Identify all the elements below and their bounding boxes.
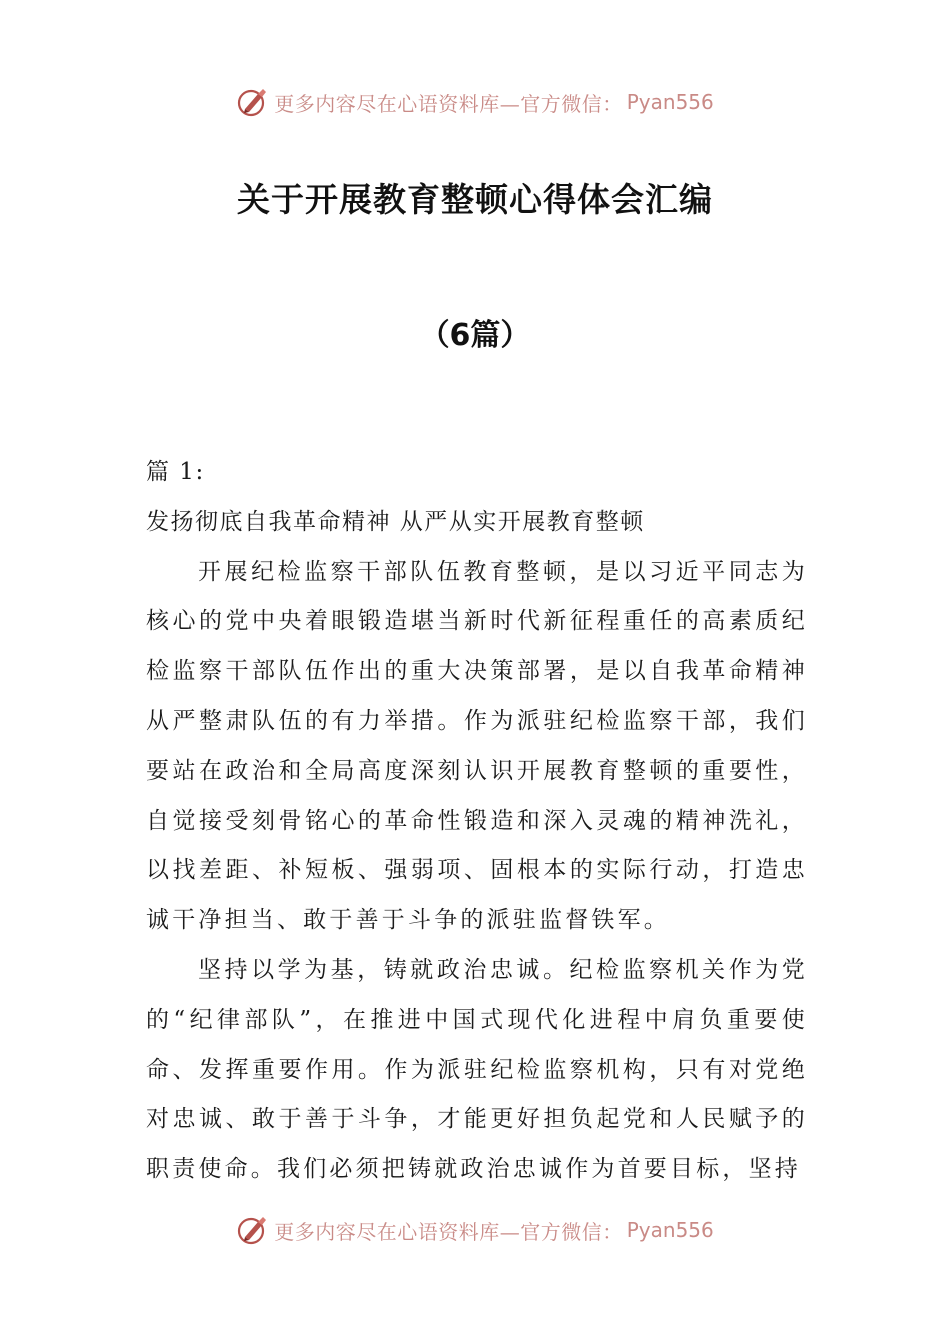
watermark-text: 更多内容尽在心语资料库—官方微信： [274, 91, 623, 116]
footer-watermark-banner [0, 1212, 950, 1248]
paragraph: 开展纪检监察干部队伍教育整顿，是以习近平同志为核心的党中央着眼锻造堪当新时代新征程重任的高素质纪检监察干部队伍作出的重大决策部署，是以自我革命精神从严整肃队伍的有力举措。作为派驻纪检监察干部，我们要站在政治和全局高度深刻认识开展教育整顿的重要性，自觉接受刻骨铭心的革命性锻造和深入灵魂的精神洗礼，以找差距、补短板、强弱项、固根本的实际行动，打造忠诚干净担当、敢于善于斗争的派驻监督铁军。 [146, 558, 808, 934]
section-label: 篇 1: [146, 459, 205, 485]
pen-circle-icon [236, 1213, 270, 1247]
document-subtitle: （6篇） [419, 318, 531, 353]
article-body [146, 448, 808, 1195]
watermark-text: 更多内容尽在心语资料库—官方微信： [274, 1219, 623, 1244]
wechat-id: Pyan556 [626, 1218, 714, 1242]
section-heading: 发扬彻底自我革命精神 从严从实开展教育整顿 [146, 508, 645, 535]
header-watermark-banner [0, 84, 950, 120]
wechat-id: Pyan556 [626, 90, 714, 114]
pen-circle-icon [236, 85, 270, 119]
document-title: 关于开展教育整顿心得体会汇编 [237, 180, 713, 219]
paragraph: 坚持以学为基，铸就政治忠诚。纪检监察机关作为党的“纪律部队”，在推进中国式现代化进程中肩负重要使命、发挥重要作用。作为派驻纪检监察机构，只有对党绝对忠诚、敢于善于斗争，才能更好担负起党和人民赋予的职责使命。我们必须把铸就政治忠诚作为首要目标，坚持 [146, 956, 808, 1183]
